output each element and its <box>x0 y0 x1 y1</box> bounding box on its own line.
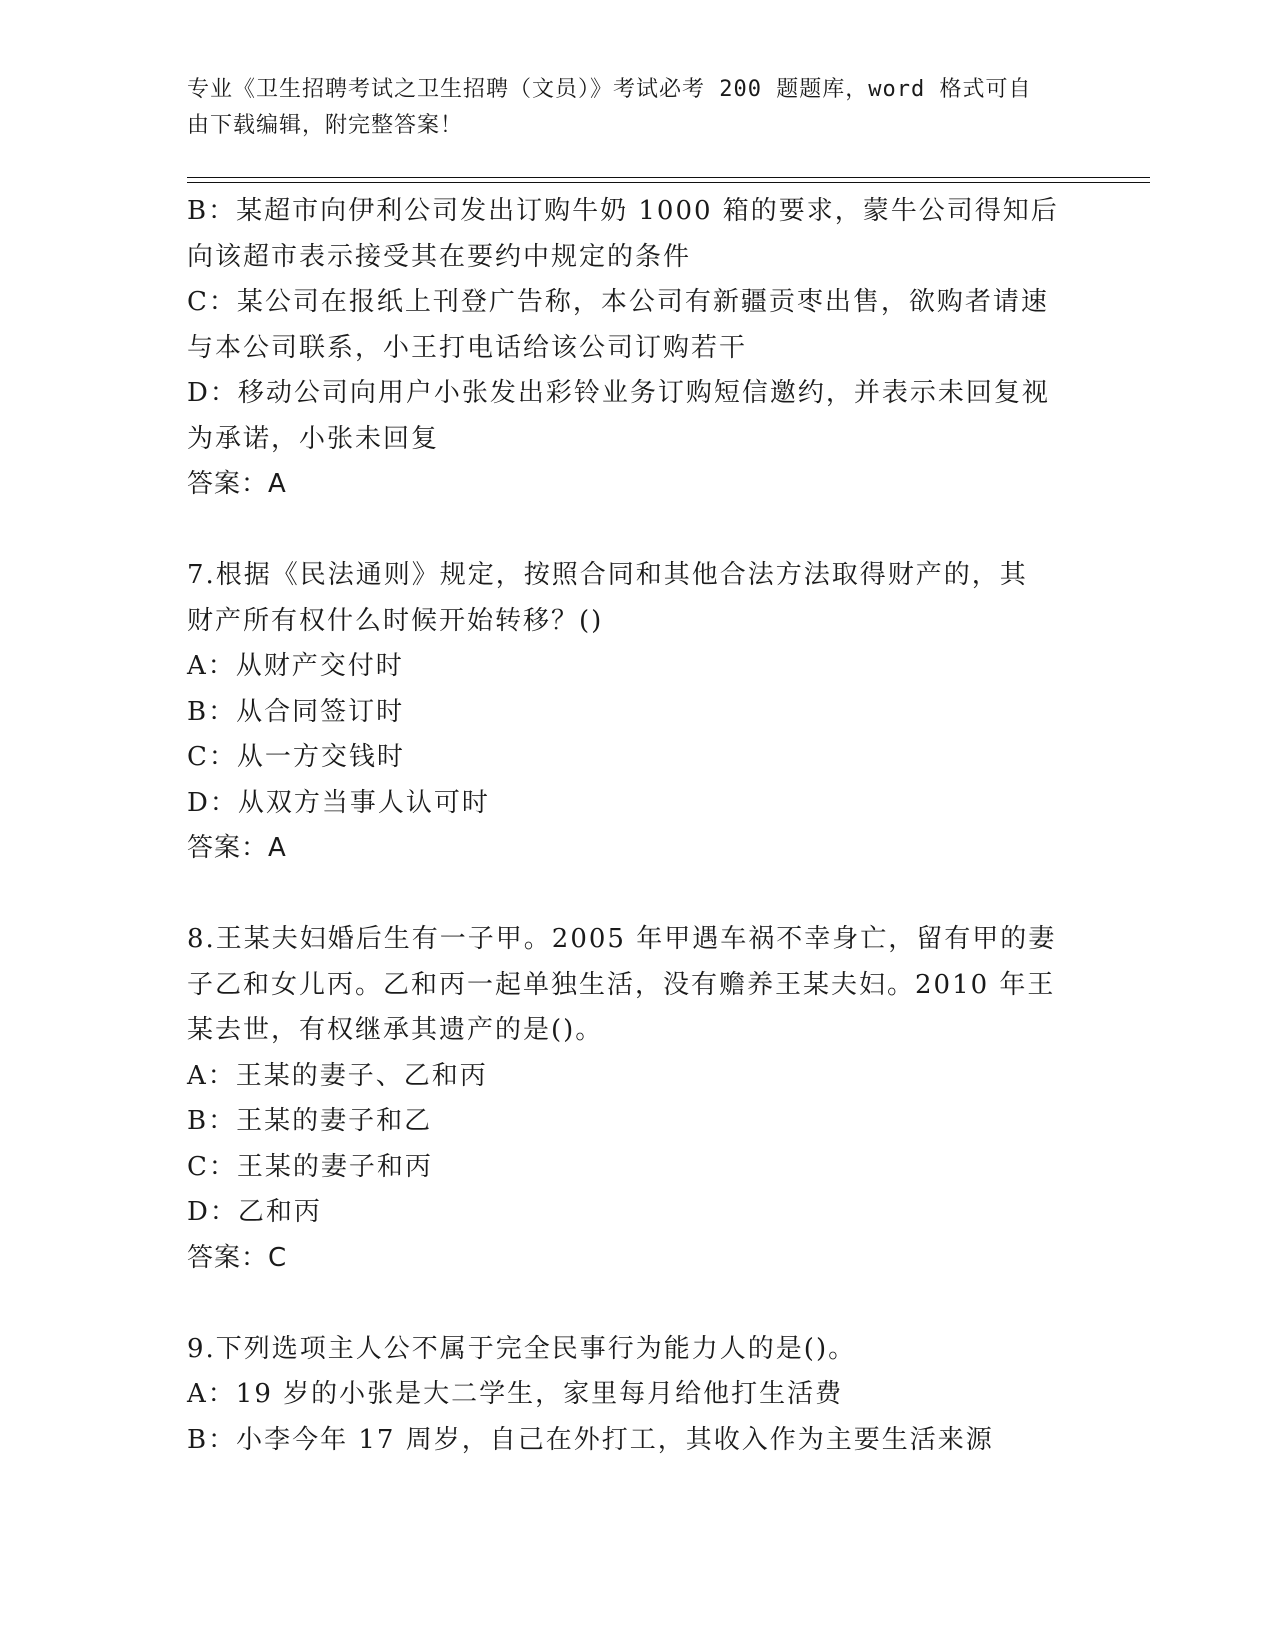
header-line-1: 专业《卫生招聘考试之卫生招聘（文员）》考试必考 200 题题库，word 格式可自 <box>187 77 1032 102</box>
question-6-tail <box>187 189 1087 508</box>
q6-option-b-line-1: B：某超市向伊利公司发出订购牛奶 1000 箱的要求，蒙牛公司得知后 <box>187 196 1059 226</box>
q6-answer: 答案：A <box>187 469 287 499</box>
q6-option-d-line-1: D：移动公司向用户小张发出彩铃业务订购短信邀约，并表示未回复视 <box>187 378 1050 408</box>
question-8 <box>187 917 1087 1281</box>
q7-option-b: B：从合同签订时 <box>187 696 405 727</box>
q8-option-a: A：王某的妻子、乙和丙 <box>187 1060 488 1091</box>
q8-answer: 答案：C <box>187 1242 288 1273</box>
q8-option-b: B：王某的妻子和乙 <box>187 1106 433 1136</box>
q7-stem-line-1: 7.根据《民法通则》规定，按照合同和其他合法方法取得财产的，其 <box>187 560 1028 590</box>
header-rule-bottom <box>187 182 1150 183</box>
q6-option-b-line-2: 向该超市表示接受其在要约中规定的条件 <box>187 241 692 272</box>
header-line-2: 由下载编辑，附完整答案！ <box>187 113 464 138</box>
q7-option-d: D：从双方当事人认可时 <box>187 787 490 818</box>
header-rule-top <box>187 177 1150 178</box>
spacer <box>187 872 1087 918</box>
q8-stem-line-3: 某去世，有权继承其遗产的是()。 <box>187 1015 604 1045</box>
q7-stem-line-2: 财产所有权什么时候开始转移？() <box>187 605 604 636</box>
q8-stem-line-2: 子乙和女儿丙。乙和丙一起单独生活，没有赡养王某夫妇。2010 年王 <box>187 969 1056 1000</box>
q8-option-c: C：王某的妻子和丙 <box>187 1151 433 1182</box>
question-9 <box>187 1327 1087 1464</box>
q9-stem-line-1: 9.下列选项主人公不属于完全民事行为能力人的是()。 <box>187 1333 857 1364</box>
q7-answer: 答案：A <box>187 833 287 863</box>
spacer <box>187 1281 1087 1327</box>
q6-option-c-line-2: 与本公司联系，小王打电话给该公司订购若干 <box>187 332 748 363</box>
q8-stem-line-1: 8.王某夫妇婚后生有一子甲。2005 年甲遇车祸不幸身亡，留有甲的妻 <box>187 924 1057 954</box>
q9-option-b: B：小李今年 17 周岁，自己在外打工，其收入作为主要生活来源 <box>187 1424 994 1455</box>
q7-option-c: C：从一方交钱时 <box>187 742 405 772</box>
q9-option-a: A：19 岁的小张是大二学生，家里每月给他打生活费 <box>187 1379 844 1409</box>
page-header <box>187 72 1067 144</box>
question-7 <box>187 553 1087 872</box>
spacer <box>187 508 1087 554</box>
document-body <box>187 189 1087 1463</box>
q7-option-a: A：从财产交付时 <box>187 651 404 681</box>
q6-option-d-line-2: 为承诺，小张未回复 <box>187 423 440 454</box>
q8-option-d: D：乙和丙 <box>187 1197 322 1227</box>
q6-option-c-line-1: C：某公司在报纸上刊登广告称，本公司有新疆贡枣出售，欲购者请速 <box>187 287 1049 317</box>
